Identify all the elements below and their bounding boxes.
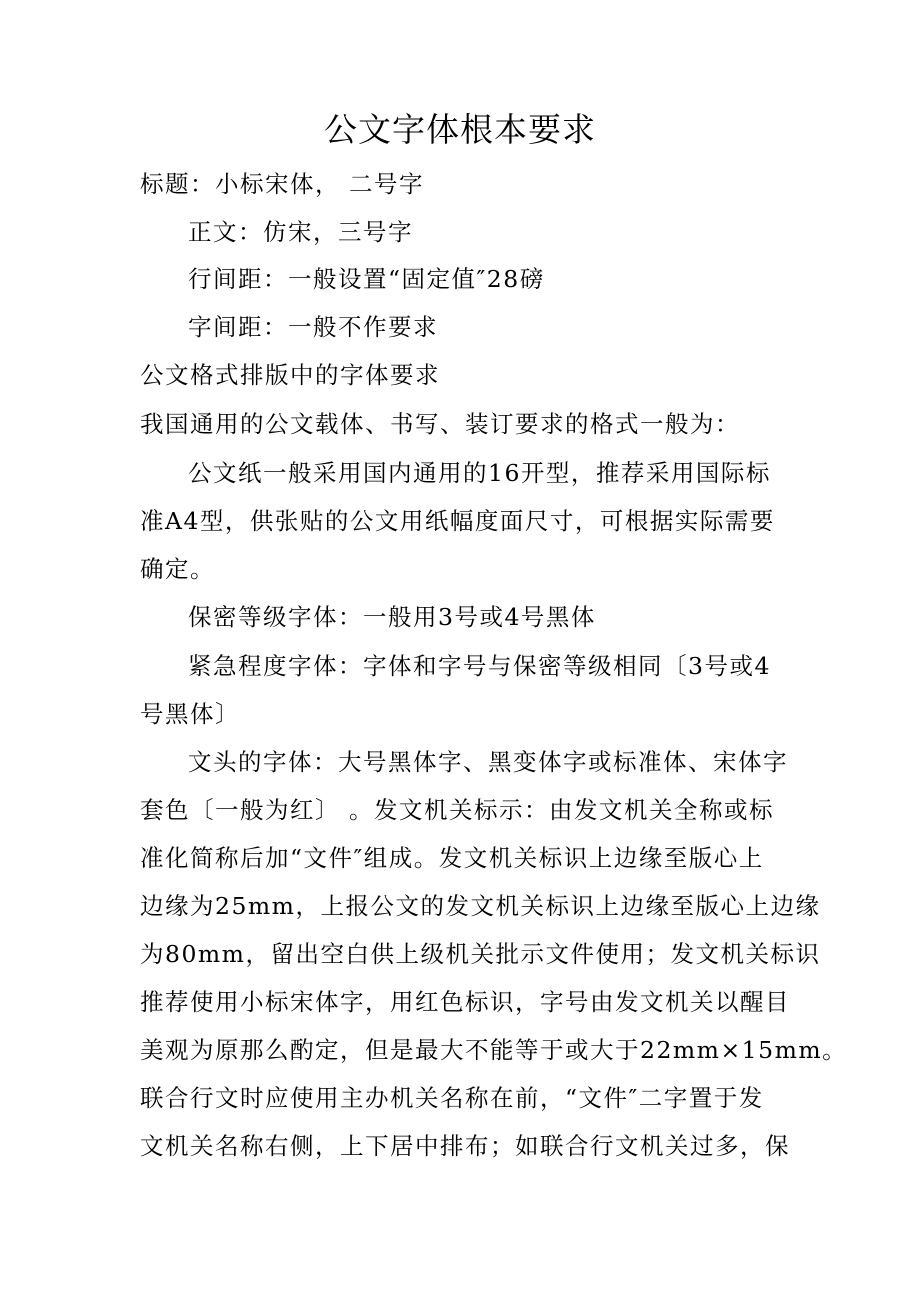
paragraph-header-line-3: 准化简称后加“文件″组成。发文机关标识上边缘至版心上	[140, 844, 764, 872]
paragraph-urgency-line-1: 紧急程度字体：字体和字号与保密等级相同〔3号或4	[188, 652, 771, 680]
text-line-char-spacing: 字间距：一般不作要求	[188, 313, 438, 341]
text-line-title-font: 标题：小标宋体， 二号字	[140, 170, 424, 198]
paragraph-header-line-1: 文头的字体：大号黑体字、黑变体字或标准体、宋体字	[188, 748, 788, 776]
paragraph-header-line-9: 文机关名称右侧，上下居中排布；如联合行文机关过多，保	[140, 1132, 790, 1160]
paragraph-header-line-6: 推荐使用小标宋体字，用红色标识，字号由发文机关以醒目	[140, 988, 790, 1016]
text-line-intro: 我国通用的公文载体、书写、装订要求的格式一般为：	[140, 410, 740, 438]
paragraph-header-line-8: 联合行文时应使用主办机关名称在前，“文件″二字置于发	[140, 1084, 764, 1112]
text-line-line-spacing: 行间距：一般设置“固定值″28磅	[188, 265, 545, 293]
paragraph-paper-line-3: 确定。	[140, 555, 215, 583]
paragraph-header-line-2: 套色〔一般为红〕 。发文机关标示：由发文机关全称或标	[140, 796, 774, 824]
paragraph-paper-line-1: 公文纸一般采用国内通用的16开型，推荐采用国际标	[188, 459, 771, 487]
section-heading: 公文格式排版中的字体要求	[140, 361, 440, 389]
paragraph-header-line-4: 边缘为25mm，上报公文的发文机关标识上边缘至版心上边缘	[140, 892, 821, 920]
paragraph-paper-line-2: 准A4型，供张贴的公文用纸幅度面尺寸，可根据实际需要	[140, 507, 775, 535]
paragraph-header-line-7: 美观为原那么酌定，但是最大不能等于或大于22mm×15mm。	[140, 1036, 848, 1064]
paragraph-header-line-5: 为80mm，留出空白供上级机关批示文件使用；发文机关标识	[140, 940, 821, 968]
document-title: 公文字体根本要求	[324, 110, 596, 149]
text-line-secrecy-font: 保密等级字体：一般用3号或4号黑体	[188, 603, 596, 631]
paragraph-urgency-line-2: 号黑体〕	[140, 700, 240, 728]
text-line-body-font: 正文：仿宋，三号字	[188, 218, 413, 246]
